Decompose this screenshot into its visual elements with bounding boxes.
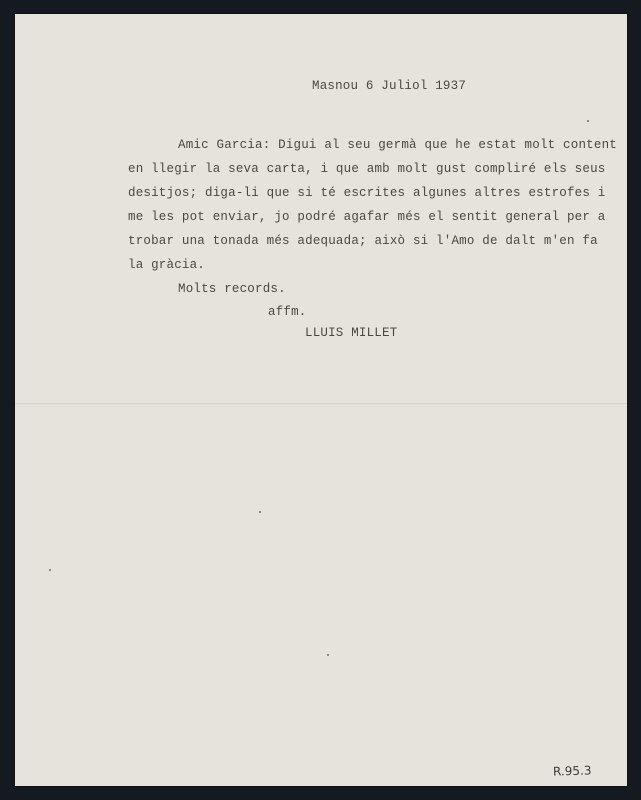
- paper-speck: [587, 120, 589, 122]
- letter-closing: Molts records.: [178, 282, 286, 296]
- letter-body-line: desitjos; diga-li que si té escrites algunes altres estrofes i: [128, 186, 606, 200]
- letter-body-line: en llegir la seva carta, i que amb molt gust compliré els seus: [128, 162, 606, 176]
- letter-body-line: trobar una tonada més adequada; això si l'Amo de dalt m'en fa: [128, 234, 598, 248]
- paper-speck: [259, 511, 261, 513]
- letter-body-line: la gràcia.: [128, 258, 206, 272]
- letter-body-line: Amic Garcia: Digui al seu germà que he estat molt content: [178, 138, 617, 152]
- letter-body-line: me les pot enviar, jo podré agafar més el sentit general per a: [128, 210, 606, 224]
- letter-signature: LLUIS MILLET: [305, 326, 398, 340]
- archive-reference-mark: R.95.3: [552, 763, 592, 779]
- paper-speck: [49, 569, 51, 571]
- paper-speck: [327, 654, 329, 656]
- letter-sheet: [15, 14, 627, 786]
- letter-affm: affm.: [268, 305, 307, 319]
- paper-fold: [15, 403, 627, 407]
- letter-dateline: Masnou 6 Juliol 1937: [312, 79, 467, 93]
